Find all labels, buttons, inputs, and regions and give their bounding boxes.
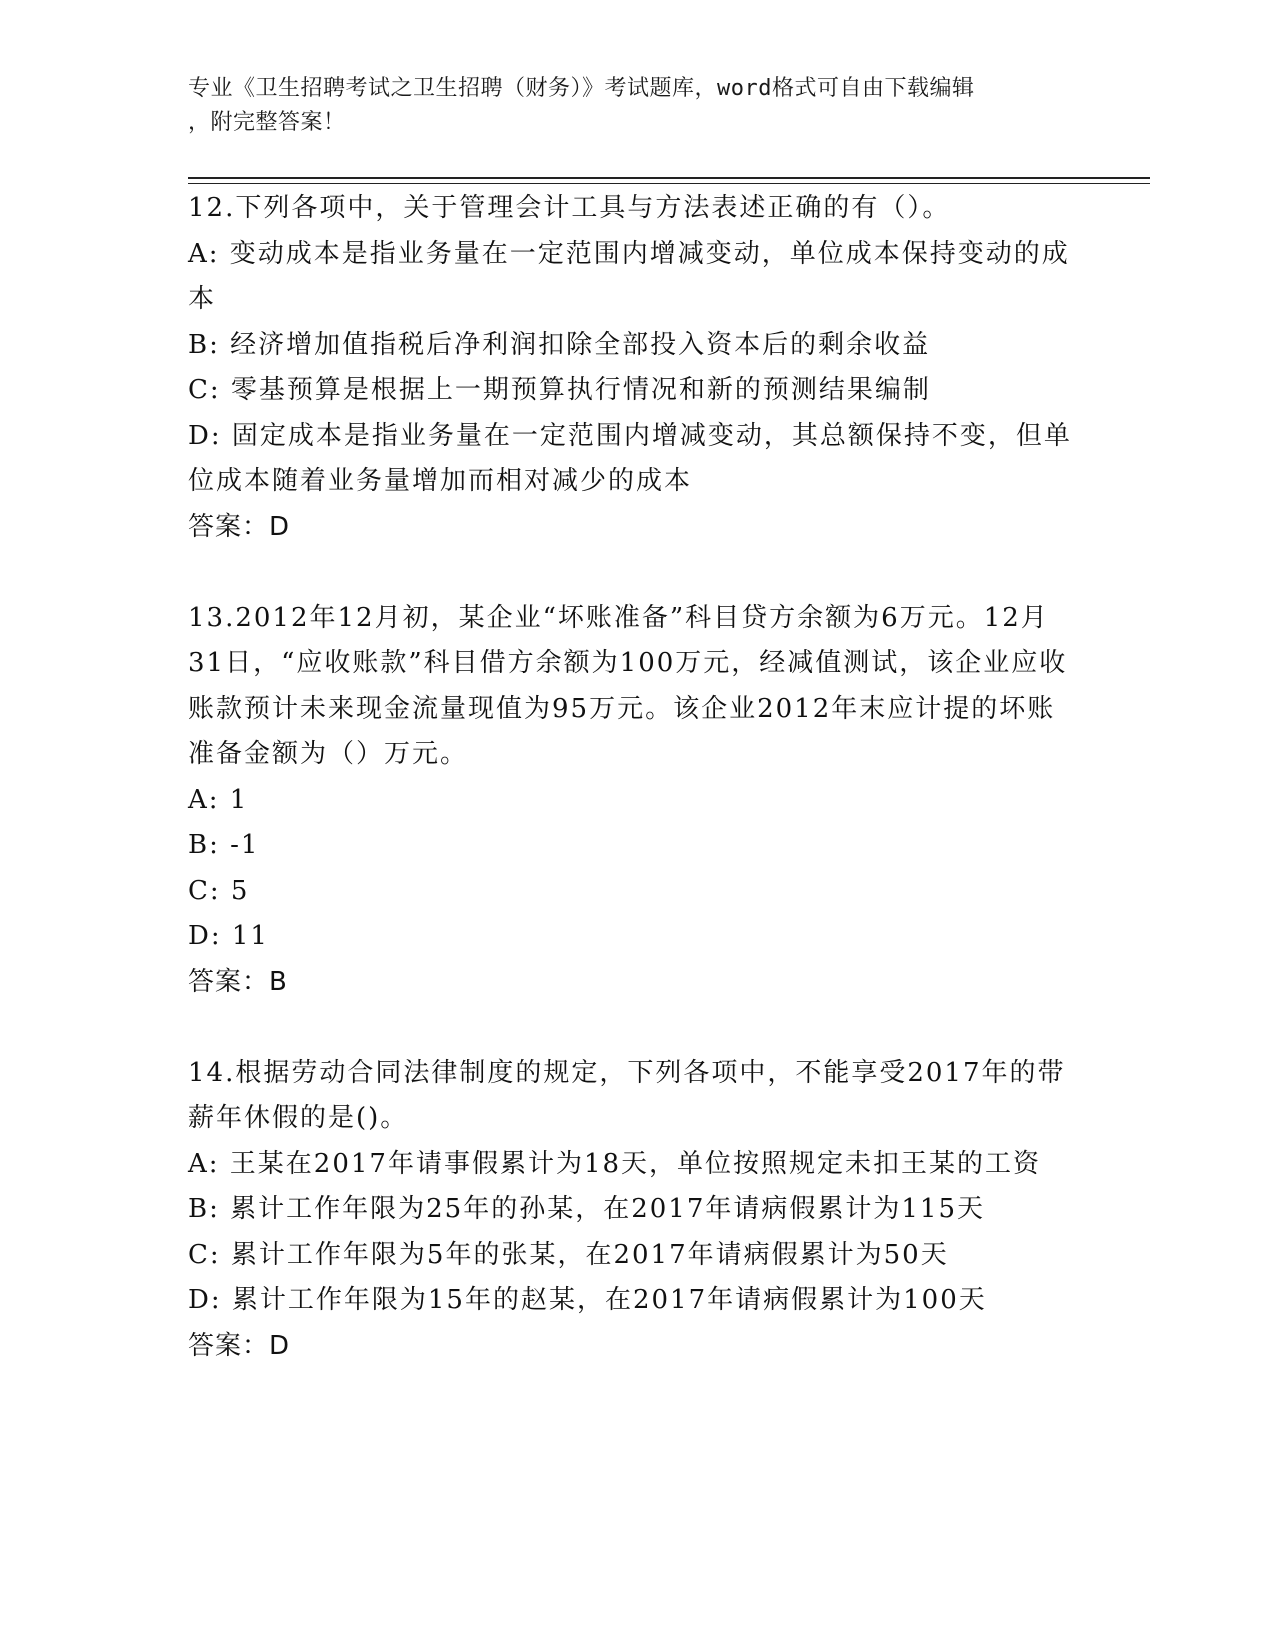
document-header [188, 72, 1068, 140]
option-d: D: 11 [188, 921, 269, 951]
answer-label: 答案：D [188, 511, 291, 542]
question-14 [188, 1051, 1078, 1370]
question-12 [188, 186, 1078, 550]
option-b: B: 累计工作年限为25年的孙某，在2017年请病假累计为115天 [188, 1194, 986, 1224]
answer-label: 答案：B [188, 966, 288, 997]
option-d: D: 累计工作年限为15年的赵某，在2017年请病假累计为100天 [188, 1285, 987, 1315]
option-a: A: 变动成本是指业务量在一定范围内增减变动，单位成本保持变动的成本 [188, 238, 1070, 314]
option-c: C: 零基预算是根据上一期预算执行情况和新的预测结果编制 [188, 375, 931, 405]
option-a: A: 王某在2017年请事假累计为18天，单位按照规定未扣王某的工资 [188, 1148, 1042, 1179]
option-c: C: 5 [188, 875, 250, 906]
header-divider-thin [188, 183, 1150, 184]
option-b: B: 经济增加值指税后净利润扣除全部投入资本后的剩余收益 [188, 329, 931, 360]
option-a: A: 1 [188, 784, 249, 815]
option-c: C: 累计工作年限为5年的张某，在2017年请病假累计为50天 [188, 1239, 949, 1270]
question-spacer [188, 1005, 1078, 1051]
header-line-1: 专业《卫生招聘考试之卫生招聘（财务）》考试题库，word格式可自由下载编辑 [188, 76, 975, 101]
answer-label: 答案：D [188, 1330, 291, 1361]
question-stem: 13.2012年12月初，某企业“坏账准备”科目贷方余额为6万元。12月31日，“应收账款”科目借方余额为100万元，经减值测试，该企业应收账款预计未来现金流量现值为95万元。该企业2012年末应计提的坏账准备金额为（）万元。 [188, 602, 1068, 769]
question-stem: 12.下列各项中，关于管理会计工具与方法表述正确的有（）。 [188, 193, 951, 223]
question-spacer [188, 550, 1078, 596]
option-d: D: 固定成本是指业务量在一定范围内增减变动，其总额保持不变，但单位成本随着业务量增加而相对减少的成本 [188, 420, 1072, 496]
option-b: B: -1 [188, 830, 260, 860]
question-list [188, 186, 1078, 1369]
question-13 [188, 596, 1078, 1006]
header-line-2: ，附完整答案！ [188, 110, 346, 135]
header-divider-thick [188, 177, 1150, 179]
question-stem: 14.根据劳动合同法律制度的规定，下列各项中，不能享受2017年的带薪年休假的是()。 [188, 1057, 1066, 1133]
